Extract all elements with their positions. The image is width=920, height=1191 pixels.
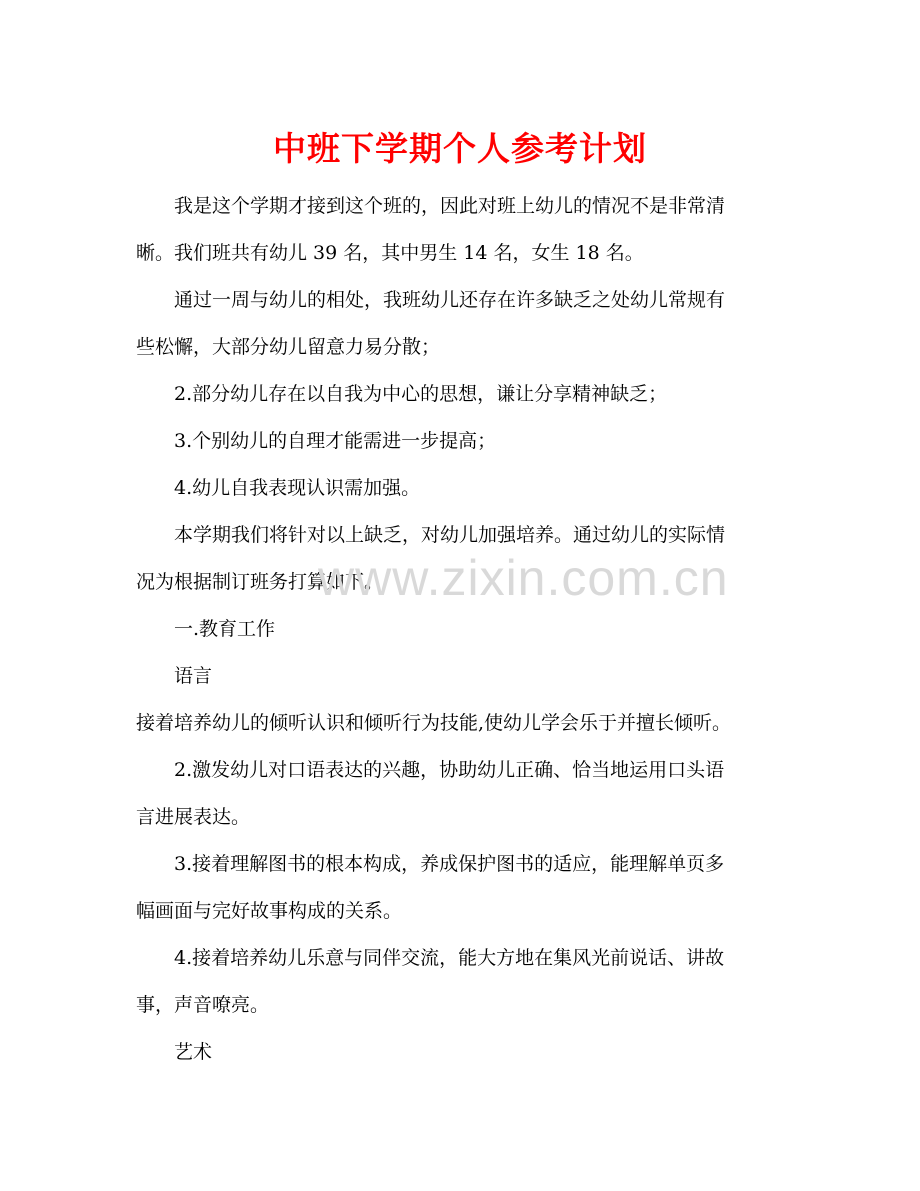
paragraph-line: 接着培养幼儿的倾听认识和倾听行为技能,使幼儿学会乐于并擅长倾听。 xyxy=(136,712,732,734)
paragraph-line: 3.个别幼儿的自理才能需进一步提高； xyxy=(174,430,497,452)
paragraph-line: 言进展表达。 xyxy=(136,806,251,828)
paragraph-line: 2.部分幼儿存在以自我为中心的思想，谦让分享精神缺乏； xyxy=(174,383,668,405)
paragraph-line: 通过一周与幼儿的相处，我班幼儿还存在许多缺乏之处幼儿常规有 xyxy=(174,289,726,311)
paragraph-line: 晰。我们班共有幼儿 39 名，其中男生 14 名，女生 18 名。 xyxy=(136,242,644,264)
subsection-heading: 语言 xyxy=(174,665,213,687)
paragraph-line: 我是这个学期才接到这个班的，因此对班上幼儿的情况不是非常清 xyxy=(174,195,726,217)
paragraph-line: 些松懈，大部分幼儿留意力易分散； xyxy=(136,336,441,358)
paragraph-line: 4.接着培养幼儿乐意与同伴交流，能大方地在集风光前说话、讲故 xyxy=(174,947,725,969)
section-heading: 一.教育工作 xyxy=(174,618,276,640)
paragraph-line: 本学期我们将针对以上缺乏，对幼儿加强培养。通过幼儿的实际情 xyxy=(174,524,726,546)
paragraph-line: 况为根据制订班务打算如下。 xyxy=(136,571,384,593)
paragraph-line: 4.幼儿自我表现认识需加强。 xyxy=(174,477,421,499)
document-title: 中班下学期个人参考计划 xyxy=(273,129,647,168)
paragraph-line: 幅画面与完好故事构成的关系。 xyxy=(136,900,403,922)
paragraph-line: 3.接着理解图书的根本构成，养成保护图书的适应，能理解单页多 xyxy=(174,853,725,875)
paragraph-line: 事，声音嘹亮。 xyxy=(136,994,270,1016)
watermark: www.zixin.com.cn xyxy=(318,550,729,606)
document-body xyxy=(136,186,796,1079)
paragraph-line: 2.激发幼儿对口语表达的兴趣，协助幼儿正确、恰当地运用口头语 xyxy=(174,759,725,781)
subsection-heading: 艺术 xyxy=(174,1041,213,1063)
